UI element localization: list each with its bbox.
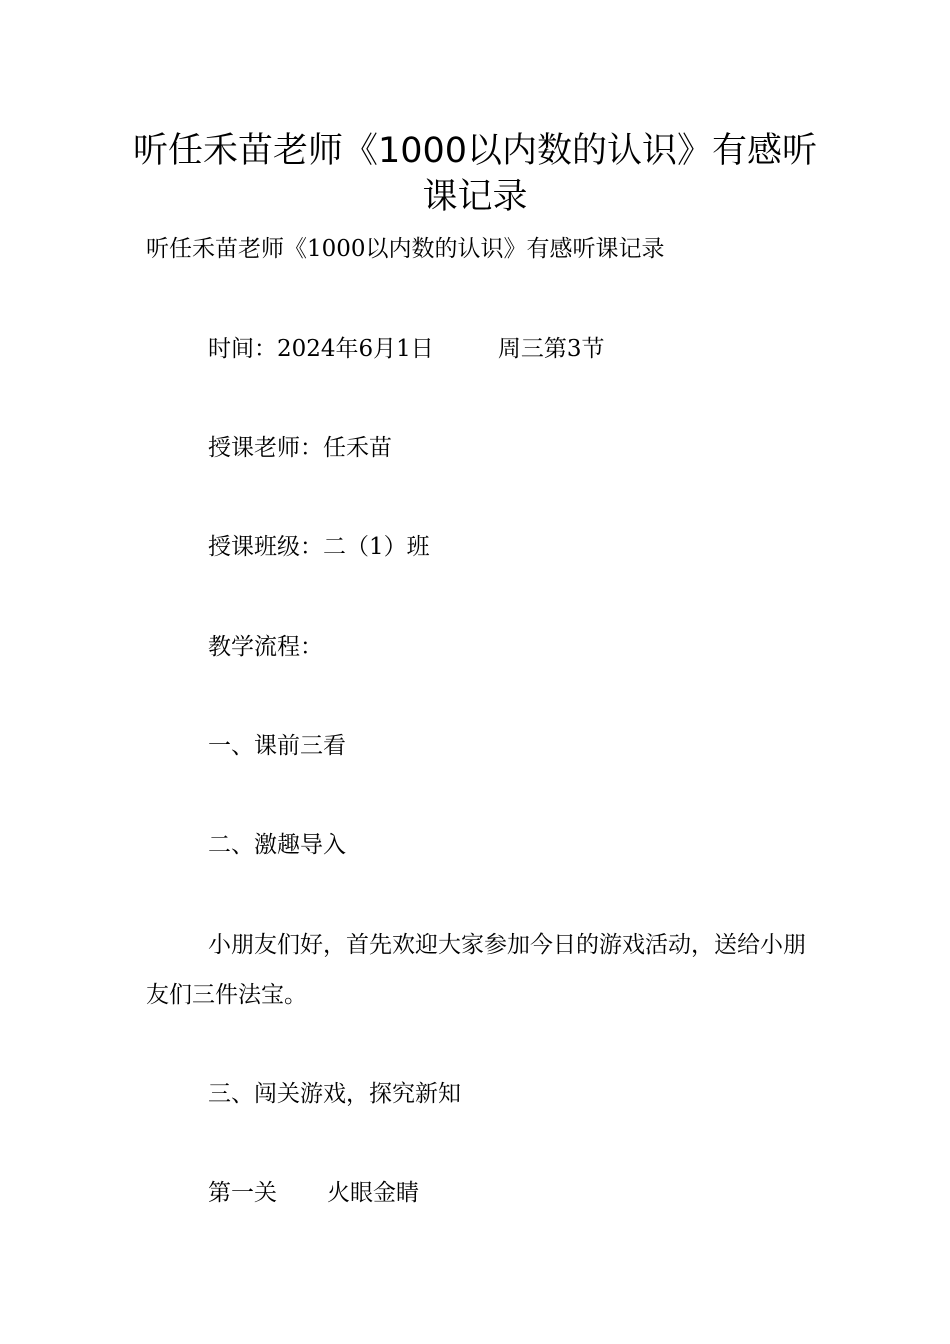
document-subtitle: 听任禾苗老师《1000以内数的认识》有感听课记录 bbox=[146, 236, 665, 262]
section-2-heading: 二、激趣导入 bbox=[208, 832, 346, 858]
document-title: 听任禾苗老师《1000以内数的认识》有感听课记录 bbox=[132, 131, 818, 217]
section-3-heading: 三、闯关游戏，探究新知 bbox=[208, 1081, 461, 1107]
teacher-line: 授课老师：任禾苗 bbox=[208, 435, 392, 461]
process-heading: 教学流程： bbox=[208, 634, 323, 660]
level-1-label: 第一关 bbox=[208, 1180, 277, 1206]
time-line bbox=[146, 324, 810, 374]
level-1-name: 火眼金睛 bbox=[327, 1180, 419, 1206]
time-label: 时间：2024年6月1日 bbox=[208, 336, 434, 362]
level-1-line bbox=[146, 1168, 810, 1218]
class-line: 授课班级：二（1）班 bbox=[208, 534, 430, 560]
time-extra: 周三第3节 bbox=[497, 336, 605, 362]
intro-paragraph: 小朋友们好，首先欢迎大家参加今日的游戏活动，送给小朋友们三件法宝。 bbox=[146, 932, 806, 1008]
section-1-heading: 一、课前三看 bbox=[208, 733, 346, 759]
